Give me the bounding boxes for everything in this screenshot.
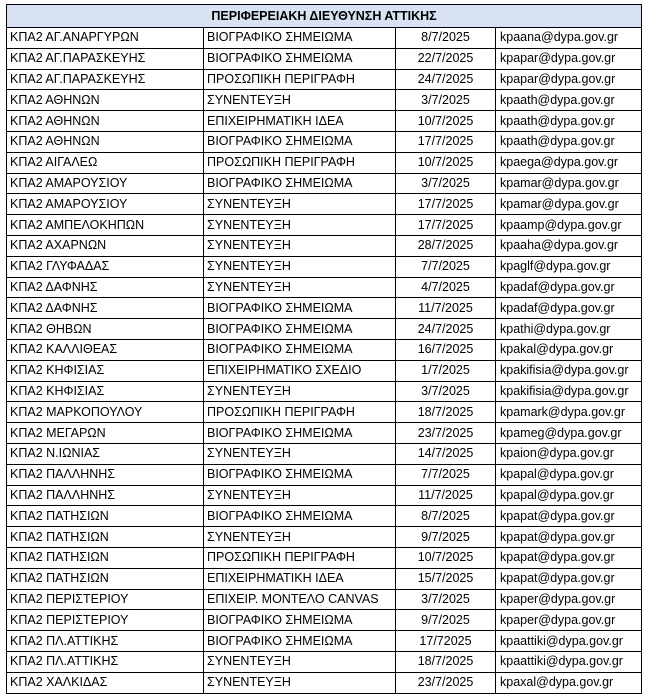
table-row — [7, 610, 642, 631]
office-cell: ΚΠΑ2 ΠΑΤΗΣΙΩΝ — [7, 568, 204, 589]
office-cell: ΚΠΑ2 ΠΛ.ΑΤΤΙΚΗΣ — [7, 651, 204, 672]
date-cell: 11/7/2025 — [396, 485, 496, 506]
topic-cell: ΕΠΙΧΕΙΡΗΜΑΤΙΚΗ ΙΔΕΑ — [204, 568, 396, 589]
office-cell: ΚΠΑ2 ΑΘΗΝΩΝ — [7, 131, 204, 152]
table-row — [7, 131, 642, 152]
email-cell: kpaxal@dypa.gov.gr — [496, 672, 642, 693]
date-cell: 17/7/2025 — [396, 194, 496, 215]
table-row — [7, 631, 642, 652]
date-cell: 14/7/2025 — [396, 443, 496, 464]
email-cell: kpaath@dypa.gov.gr — [496, 90, 642, 111]
email-cell: kpaath@dypa.gov.gr — [496, 111, 642, 132]
table-row — [7, 402, 642, 423]
date-cell: 3/7/2025 — [396, 381, 496, 402]
email-cell: kpapar@dypa.gov.gr — [496, 48, 642, 69]
date-cell: 10/7/2025 — [396, 152, 496, 173]
topic-cell: ΒΙΟΓΡΑΦΙΚΟ ΣΗΜΕΙΩΜΑ — [204, 339, 396, 360]
email-cell: kpaega@dypa.gov.gr — [496, 152, 642, 173]
email-cell: kpapat@dypa.gov.gr — [496, 568, 642, 589]
date-cell: 28/7/2025 — [396, 235, 496, 256]
table-row — [7, 527, 642, 548]
office-cell: ΚΠΑ2 ΑΜΑΡΟΥΣΙΟΥ — [7, 194, 204, 215]
email-cell: kpaglf@dypa.gov.gr — [496, 256, 642, 277]
email-cell: kpakifisia@dypa.gov.gr — [496, 381, 642, 402]
office-cell: ΚΠΑ2 ΚΑΛΛΙΘΕΑΣ — [7, 339, 204, 360]
email-cell: kpamar@dypa.gov.gr — [496, 173, 642, 194]
office-cell: ΚΠΑ2 ΑΜΑΡΟΥΣΙΟΥ — [7, 173, 204, 194]
email-cell: kpapat@dypa.gov.gr — [496, 547, 642, 568]
table-row — [7, 339, 642, 360]
table-row — [7, 672, 642, 693]
table-row — [7, 319, 642, 340]
email-cell: kpaamp@dypa.gov.gr — [496, 215, 642, 236]
topic-cell: ΣΥΝΕΝΤΕΥΞΗ — [204, 256, 396, 277]
table-row — [7, 485, 642, 506]
topic-cell: ΣΥΝΕΝΤΕΥΞΗ — [204, 527, 396, 548]
topic-cell: ΒΙΟΓΡΑΦΙΚΟ ΣΗΜΕΙΩΜΑ — [204, 298, 396, 319]
title-row — [7, 5, 642, 28]
date-cell: 17/7/2025 — [396, 215, 496, 236]
table-row — [7, 506, 642, 527]
date-cell: 8/7/2025 — [396, 28, 496, 49]
email-cell: kpathi@dypa.gov.gr — [496, 319, 642, 340]
date-cell: 23/7/2025 — [396, 423, 496, 444]
email-cell: kpapal@dypa.gov.gr — [496, 464, 642, 485]
email-cell: kpameg@dypa.gov.gr — [496, 423, 642, 444]
email-cell: kpadaf@dypa.gov.gr — [496, 277, 642, 298]
topic-cell: ΠΡΟΣΩΠΙΚΗ ΠΕΡΙΓΡΑΦΗ — [204, 402, 396, 423]
office-cell: ΚΠΑ2 ΠΛ.ΑΤΤΙΚΗΣ — [7, 631, 204, 652]
email-cell: kpaattiki@dypa.gov.gr — [496, 651, 642, 672]
topic-cell: ΣΥΝΕΝΤΕΥΞΗ — [204, 672, 396, 693]
date-cell: 11/7/2025 — [396, 298, 496, 319]
table-row — [7, 256, 642, 277]
topic-cell: ΠΡΟΣΩΠΙΚΗ ΠΕΡΙΓΡΑΦΗ — [204, 547, 396, 568]
office-cell: ΚΠΑ2 ΚΗΦΙΣΙΑΣ — [7, 381, 204, 402]
email-cell: kpaana@dypa.gov.gr — [496, 28, 642, 49]
office-cell: ΚΠΑ2 ΠΕΡΙΣΤΕΡΙΟΥ — [7, 610, 204, 631]
topic-cell: ΣΥΝΕΝΤΕΥΞΗ — [204, 90, 396, 111]
date-cell: 17/72025 — [396, 631, 496, 652]
date-cell: 8/7/2025 — [396, 506, 496, 527]
table-row — [7, 48, 642, 69]
topic-cell: ΠΡΟΣΩΠΙΚΗ ΠΕΡΙΓΡΑΦΗ — [204, 152, 396, 173]
table-row — [7, 28, 642, 49]
date-cell: 10/7/2025 — [396, 547, 496, 568]
date-cell: 4/7/2025 — [396, 277, 496, 298]
topic-cell: ΒΙΟΓΡΑΦΙΚΟ ΣΗΜΕΙΩΜΑ — [204, 319, 396, 340]
table-row — [7, 215, 642, 236]
date-cell: 18/7/2025 — [396, 651, 496, 672]
table-row — [7, 277, 642, 298]
office-cell: ΚΠΑ2 ΓΛΥΦΑΔΑΣ — [7, 256, 204, 277]
table-row — [7, 464, 642, 485]
topic-cell: ΒΙΟΓΡΑΦΙΚΟ ΣΗΜΕΙΩΜΑ — [204, 131, 396, 152]
date-cell: 7/7/2025 — [396, 464, 496, 485]
email-cell: kpapat@dypa.gov.gr — [496, 527, 642, 548]
topic-cell: ΣΥΝΕΝΤΕΥΞΗ — [204, 277, 396, 298]
date-cell: 16/7/2025 — [396, 339, 496, 360]
date-cell: 7/7/2025 — [396, 256, 496, 277]
table-body — [7, 28, 642, 694]
topic-cell: ΒΙΟΓΡΑΦΙΚΟ ΣΗΜΕΙΩΜΑ — [204, 48, 396, 69]
topic-cell: ΣΥΝΕΝΤΕΥΞΗ — [204, 235, 396, 256]
office-cell: ΚΠΑ2 ΑΓ.ΠΑΡΑΣΚΕΥΗΣ — [7, 69, 204, 90]
date-cell: 1/7/2025 — [396, 360, 496, 381]
topic-cell: ΕΠΙΧΕΙΡΗΜΑΤΙΚΗ ΙΔΕΑ — [204, 111, 396, 132]
office-cell: ΚΠΑ2 ΠΑΤΗΣΙΩΝ — [7, 506, 204, 527]
date-cell: 24/7/2025 — [396, 69, 496, 90]
table-row — [7, 547, 642, 568]
topic-cell: ΒΙΟΓΡΑΦΙΚΟ ΣΗΜΕΙΩΜΑ — [204, 173, 396, 194]
table-row — [7, 152, 642, 173]
email-cell: kpaattiki@dypa.gov.gr — [496, 631, 642, 652]
email-cell: kpapal@dypa.gov.gr — [496, 485, 642, 506]
topic-cell: ΒΙΟΓΡΑΦΙΚΟ ΣΗΜΕΙΩΜΑ — [204, 28, 396, 49]
email-cell: kpaper@dypa.gov.gr — [496, 589, 642, 610]
table-row — [7, 651, 642, 672]
office-cell: ΚΠΑ2 ΔΑΦΝΗΣ — [7, 298, 204, 319]
office-cell: ΚΠΑ2 ΜΑΡΚΟΠΟΥΛΟΥ — [7, 402, 204, 423]
table-row — [7, 298, 642, 319]
office-cell: ΚΠΑ2 ΜΕΓΑΡΩΝ — [7, 423, 204, 444]
table-row — [7, 235, 642, 256]
date-cell: 3/7/2025 — [396, 173, 496, 194]
date-cell: 3/7/2025 — [396, 90, 496, 111]
table-row — [7, 360, 642, 381]
table-row — [7, 69, 642, 90]
table-title: ΠΕΡΙΦΕΡΕΙΑΚΗ ΔΙΕΥΘΥΝΣΗ ΑΤΤΙΚΗΣ — [7, 5, 642, 28]
office-cell: ΚΠΑ2 ΑΧΑΡΝΩΝ — [7, 235, 204, 256]
topic-cell: ΣΥΝΕΝΤΕΥΞΗ — [204, 485, 396, 506]
date-cell: 24/7/2025 — [396, 319, 496, 340]
date-cell: 22/7/2025 — [396, 48, 496, 69]
office-cell: ΚΠΑ2 ΑΓ.ΑΝΑΡΓΥΡΩΝ — [7, 28, 204, 49]
email-cell: kpakal@dypa.gov.gr — [496, 339, 642, 360]
email-cell: kpapat@dypa.gov.gr — [496, 506, 642, 527]
email-cell: kpaath@dypa.gov.gr — [496, 131, 642, 152]
topic-cell: ΣΥΝΕΝΤΕΥΞΗ — [204, 443, 396, 464]
table-row — [7, 111, 642, 132]
table-row — [7, 194, 642, 215]
date-cell: 23/7/2025 — [396, 672, 496, 693]
date-cell: 9/7/2025 — [396, 527, 496, 548]
table-row — [7, 90, 642, 111]
topic-cell: ΒΙΟΓΡΑΦΙΚΟ ΣΗΜΕΙΩΜΑ — [204, 423, 396, 444]
date-cell: 9/7/2025 — [396, 610, 496, 631]
table-row — [7, 173, 642, 194]
topic-cell: ΒΙΟΓΡΑΦΙΚΟ ΣΗΜΕΙΩΜΑ — [204, 631, 396, 652]
topic-cell: ΒΙΟΓΡΑΦΙΚΟ ΣΗΜΕΙΩΜΑ — [204, 610, 396, 631]
email-cell: kpamar@dypa.gov.gr — [496, 194, 642, 215]
office-cell: ΚΠΑ2 ΠΑΤΗΣΙΩΝ — [7, 547, 204, 568]
topic-cell: ΣΥΝΕΝΤΕΥΞΗ — [204, 651, 396, 672]
email-cell: kpaion@dypa.gov.gr — [496, 443, 642, 464]
office-cell: ΚΠΑ2 ΚΗΦΙΣΙΑΣ — [7, 360, 204, 381]
office-cell: ΚΠΑ2 ΑΙΓΑΛΕΩ — [7, 152, 204, 173]
office-cell: ΚΠΑ2 ΘΗΒΩΝ — [7, 319, 204, 340]
email-cell: kpaper@dypa.gov.gr — [496, 610, 642, 631]
office-cell: ΚΠΑ2 ΑΘΗΝΩΝ — [7, 111, 204, 132]
date-cell: 3/7/2025 — [396, 589, 496, 610]
email-cell: kpaaha@dypa.gov.gr — [496, 235, 642, 256]
topic-cell: ΒΙΟΓΡΑΦΙΚΟ ΣΗΜΕΙΩΜΑ — [204, 506, 396, 527]
table-row — [7, 589, 642, 610]
date-cell: 18/7/2025 — [396, 402, 496, 423]
office-cell: ΚΠΑ2 ΔΑΦΝΗΣ — [7, 277, 204, 298]
office-cell: ΚΠΑ2 ΠΑΤΗΣΙΩΝ — [7, 527, 204, 548]
email-cell: kpapar@dypa.gov.gr — [496, 69, 642, 90]
table-row — [7, 381, 642, 402]
topic-cell: ΣΥΝΕΝΤΕΥΞΗ — [204, 194, 396, 215]
date-cell: 17/7/2025 — [396, 131, 496, 152]
topic-cell: ΣΥΝΕΝΤΕΥΞΗ — [204, 215, 396, 236]
office-cell: ΚΠΑ2 Ν.ΙΩΝΙΑΣ — [7, 443, 204, 464]
topic-cell: ΠΡΟΣΩΠΙΚΗ ΠΕΡΙΓΡΑΦΗ — [204, 69, 396, 90]
email-cell: kpadaf@dypa.gov.gr — [496, 298, 642, 319]
topic-cell: ΕΠΙΧΕΙΡΗΜΑΤΙΚΟ ΣΧΕΔΙΟ — [204, 360, 396, 381]
email-cell: kpamark@dypa.gov.gr — [496, 402, 642, 423]
office-cell: ΚΠΑ2 ΠΑΛΛΗΝΗΣ — [7, 464, 204, 485]
office-cell: ΚΠΑ2 ΠΑΛΛΗΝΗΣ — [7, 485, 204, 506]
table-row — [7, 568, 642, 589]
office-cell: ΚΠΑ2 ΠΕΡΙΣΤΕΡΙΟΥ — [7, 589, 204, 610]
topic-cell: ΒΙΟΓΡΑΦΙΚΟ ΣΗΜΕΙΩΜΑ — [204, 464, 396, 485]
office-cell: ΚΠΑ2 ΧΑΛΚΙΔΑΣ — [7, 672, 204, 693]
schedule-sheet — [6, 4, 641, 694]
office-cell: ΚΠΑ2 ΑΘΗΝΩΝ — [7, 90, 204, 111]
office-cell: ΚΠΑ2 ΑΓ.ΠΑΡΑΣΚΕΥΗΣ — [7, 48, 204, 69]
date-cell: 10/7/2025 — [396, 111, 496, 132]
topic-cell: ΣΥΝΕΝΤΕΥΞΗ — [204, 381, 396, 402]
date-cell: 15/7/2025 — [396, 568, 496, 589]
table-row — [7, 443, 642, 464]
table-row — [7, 423, 642, 444]
schedule-table — [6, 4, 642, 694]
email-cell: kpakifisia@dypa.gov.gr — [496, 360, 642, 381]
topic-cell: ΕΠΙΧΕΙΡ. ΜΟΝΤΕΛΟ CANVAS — [204, 589, 396, 610]
office-cell: ΚΠΑ2 ΑΜΠΕΛΟΚΗΠΩΝ — [7, 215, 204, 236]
